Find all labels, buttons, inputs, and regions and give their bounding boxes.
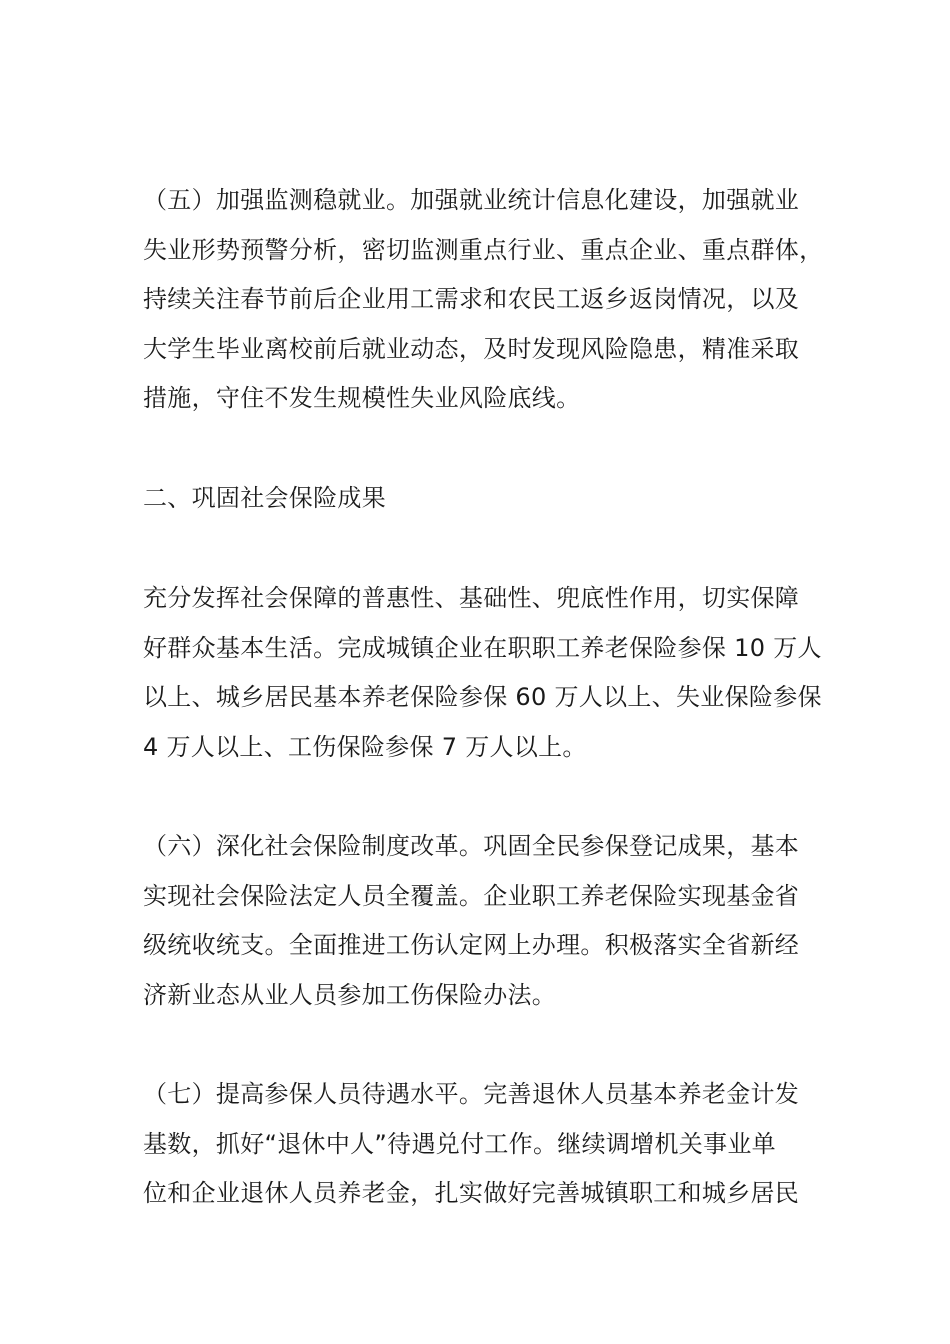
text-line: 4 万人以上、工伤保险参保 7 万人以上。 (143, 732, 587, 761)
text-line: 好群众基本生活。完成城镇企业在职职工养老保险参保 10 万人 (143, 633, 822, 662)
text-line: 充分发挥社会保障的普惠性、基础性、兜底性作用，切实保障 (143, 584, 800, 612)
text-line: 实现社会保险法定人员全覆盖。企业职工养老保险实现基金省 (143, 881, 800, 910)
section-heading (143, 474, 815, 524)
text-line: （五）加强监测稳就业。加强就业统计信息化建设，加强就业 (143, 186, 800, 214)
paragraph-item-6 (143, 822, 815, 1020)
heading-text: 二、巩固社会保险成果 (143, 484, 386, 512)
text-line: 失业形势预警分析，密切监测重点行业、重点企业、重点群体， (143, 235, 824, 264)
text-line: （七）提高参保人员待遇水平。完善退休人员基本养老金计发 (143, 1080, 800, 1108)
text-line: （六）深化社会保险制度改革。巩固全民参保登记成果，基本 (143, 832, 800, 860)
text-line: 济新业态从业人员参加工伤保险办法。 (143, 980, 557, 1009)
text-line: 大学生毕业离校前后就业动态，及时发现风险隐患，精准采取 (143, 334, 800, 363)
paragraph-item-5 (143, 176, 824, 424)
paragraph-item-7 (143, 1070, 815, 1219)
text-line: 持续关注春节前后企业用工需求和农民工返乡返岗情况，以及 (143, 285, 800, 313)
text-line: 以上、城乡居民基本养老保险参保 60 万人以上、失业保险参保 (143, 683, 822, 711)
text-line: 措施，守住不发生规模性失业风险底线。 (143, 384, 581, 412)
text-line: 位和企业退休人员养老金，扎实做好完善城镇职工和城乡居民 (143, 1179, 800, 1207)
text-line: 级统收统支。全面推进工伤认定网上办理。积极落实全省新经 (143, 931, 800, 959)
text-line: 基数，抓好“退休中人”待遇兑付工作。继续调增机关事业单 (143, 1129, 776, 1158)
paragraph-section-intro (143, 574, 822, 772)
